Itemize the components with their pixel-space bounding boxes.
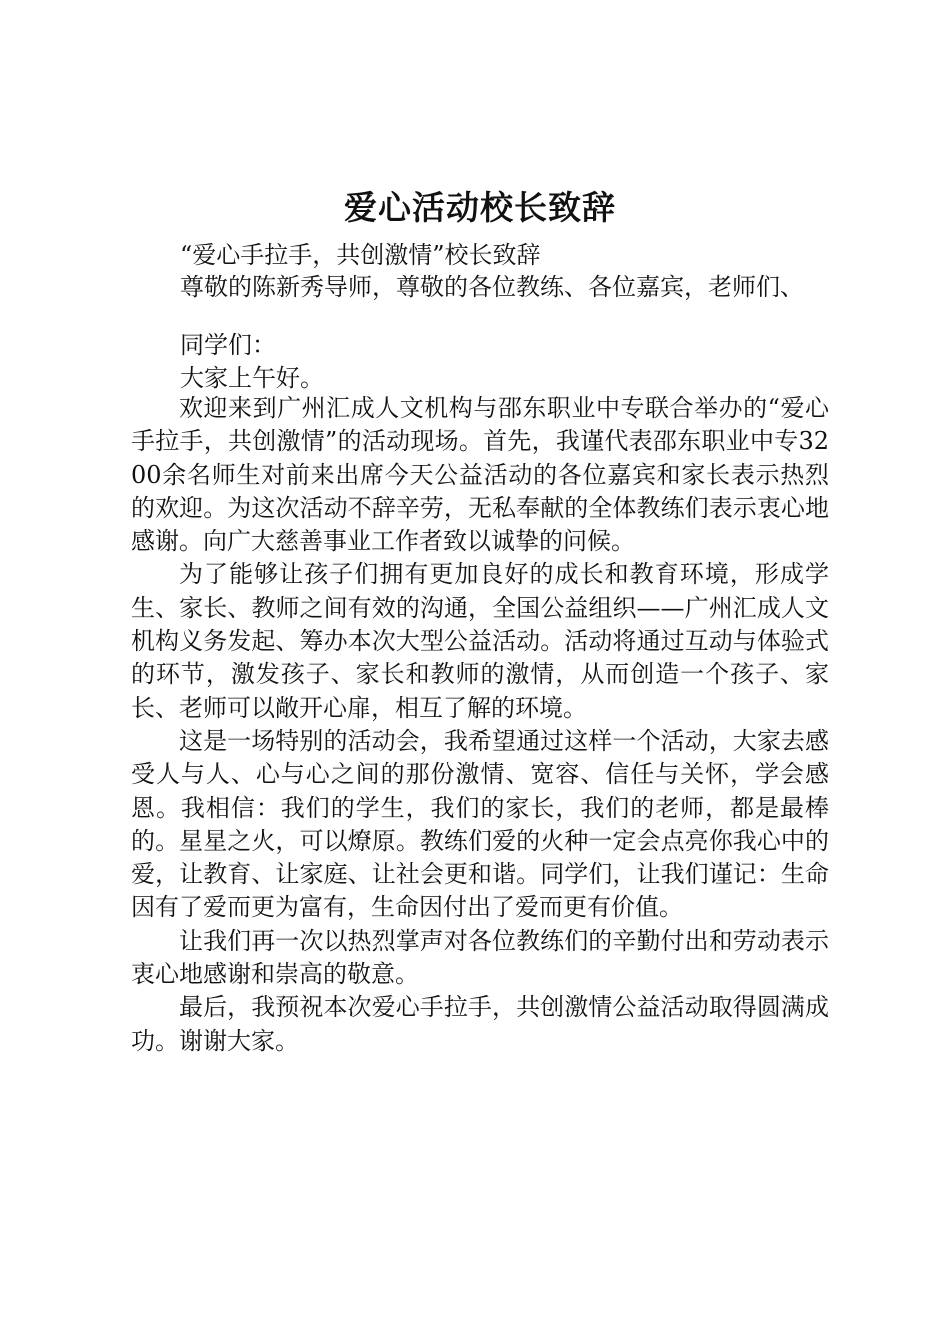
paragraph-hope: 这是一场特别的活动会，我希望通过这样一个活动，大家去感受人与人、心与心之间的那份激情、宽容、信任与关怀，学会感恩。我相信：我们的学生，我们的家长，我们的老师，都是最棒的。星星之火，可以燎原。教练们爱的火种一定会点亮你我心中的爱，让教育、让家庭、让社会更和谐。同学们，让我们谨记：生命因有了爱而更为富有，生命因付出了爱而更有价值。 <box>131 726 829 922</box>
speech-body <box>131 392 829 1058</box>
salutation-line-1: 尊敬的陈新秀导师，尊敬的各位教练、各位嘉宾，老师们、 <box>180 273 804 301</box>
speech-subtitle: “爱心手拉手，共创激情”校长致辞 <box>180 241 541 269</box>
paragraph-purpose: 为了能够让孩子们拥有更加良好的成长和教育环境，形成学生、家长、教师之间有效的沟通，全国公益组织——广州汇成人文机构义务发起、筹办本次大型公益活动。活动将通过互动与体验式的环节，激发孩子、家长和教师的激情，从而创造一个孩子、家长、老师可以敞开心扉，相互了解的环境。 <box>131 560 829 722</box>
paragraph-thanks: 让我们再一次以热烈掌声对各位教练们的辛勤付出和劳动表示衷心地感谢和崇高的敬意。 <box>131 926 829 989</box>
greeting-line: 大家上午好。 <box>180 364 324 392</box>
salutation-line-2: 同学们： <box>180 331 276 359</box>
paragraph-welcome: 欢迎来到广州汇成人文机构与邵东职业中专联合举办的“爱心手拉手，共创激情”的活动现场。首先，我谨代表邵东职业中专3200余名师生对前来出席今天公益活动的各位嘉宾和家长表示热烈的欢迎。为这次活动不辞辛劳，无私奉献的全体教练们表示衷心地感谢。向广大慈善事业工作者致以诚挚的问候。 <box>131 394 829 556</box>
document-title: 爱心活动校长致辞 <box>344 188 616 227</box>
paragraph-closing: 最后，我预祝本次爱心手拉手，共创激情公益活动取得圆满成功。谢谢大家。 <box>131 993 829 1055</box>
